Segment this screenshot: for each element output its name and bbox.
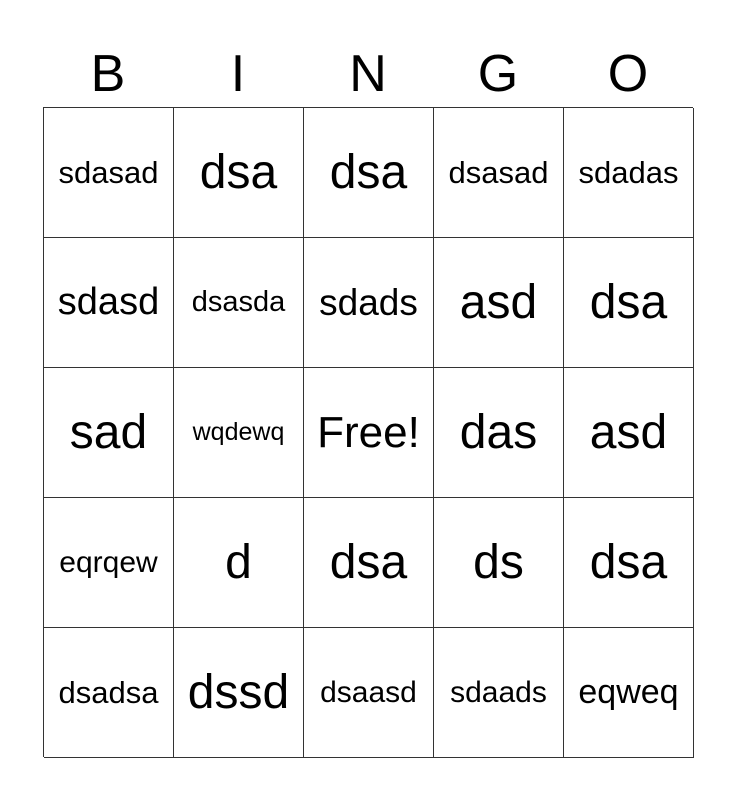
bingo-cell[interactable]: sdasd	[44, 238, 174, 368]
bingo-cell[interactable]: dsa	[174, 108, 304, 238]
bingo-cell[interactable]: asd	[434, 238, 564, 368]
bingo-cell[interactable]: asd	[564, 368, 694, 498]
bingo-cell[interactable]: dsasda	[174, 238, 304, 368]
bingo-header	[43, 40, 693, 108]
bingo-cell[interactable]: ds	[434, 498, 564, 628]
bingo-cell[interactable]: dsa	[304, 108, 434, 238]
header-letter-g: G	[477, 45, 519, 103]
bingo-cell[interactable]: sdads	[304, 238, 434, 368]
bingo-cell[interactable]: d	[174, 498, 304, 628]
free-space-cell[interactable]: Free!	[304, 368, 434, 498]
bingo-cell[interactable]: dsaasd	[304, 628, 434, 758]
bingo-cell[interactable]: eqweq	[564, 628, 694, 758]
header-letter-o: O	[607, 45, 649, 103]
bingo-cell[interactable]: eqrqew	[44, 498, 174, 628]
bingo-cell[interactable]: das	[434, 368, 564, 498]
header-letter-b: B	[90, 45, 126, 103]
bingo-cell[interactable]: dsasad	[434, 108, 564, 238]
header-letter-n: N	[349, 45, 387, 103]
bingo-cell[interactable]: wqdewq	[174, 368, 304, 498]
bingo-cell[interactable]: dsadsa	[44, 628, 174, 758]
bingo-cell[interactable]: sad	[44, 368, 174, 498]
bingo-cell[interactable]: dssd	[174, 628, 304, 758]
bingo-cell[interactable]: sdasad	[44, 108, 174, 238]
bingo-cell[interactable]: sdaads	[434, 628, 564, 758]
bingo-board	[43, 107, 693, 757]
bingo-cell[interactable]: dsa	[564, 238, 694, 368]
bingo-cell[interactable]: dsa	[564, 498, 694, 628]
bingo-cell[interactable]: dsa	[304, 498, 434, 628]
header-letter-i: I	[230, 45, 246, 103]
bingo-cell[interactable]: sdadas	[564, 108, 694, 238]
